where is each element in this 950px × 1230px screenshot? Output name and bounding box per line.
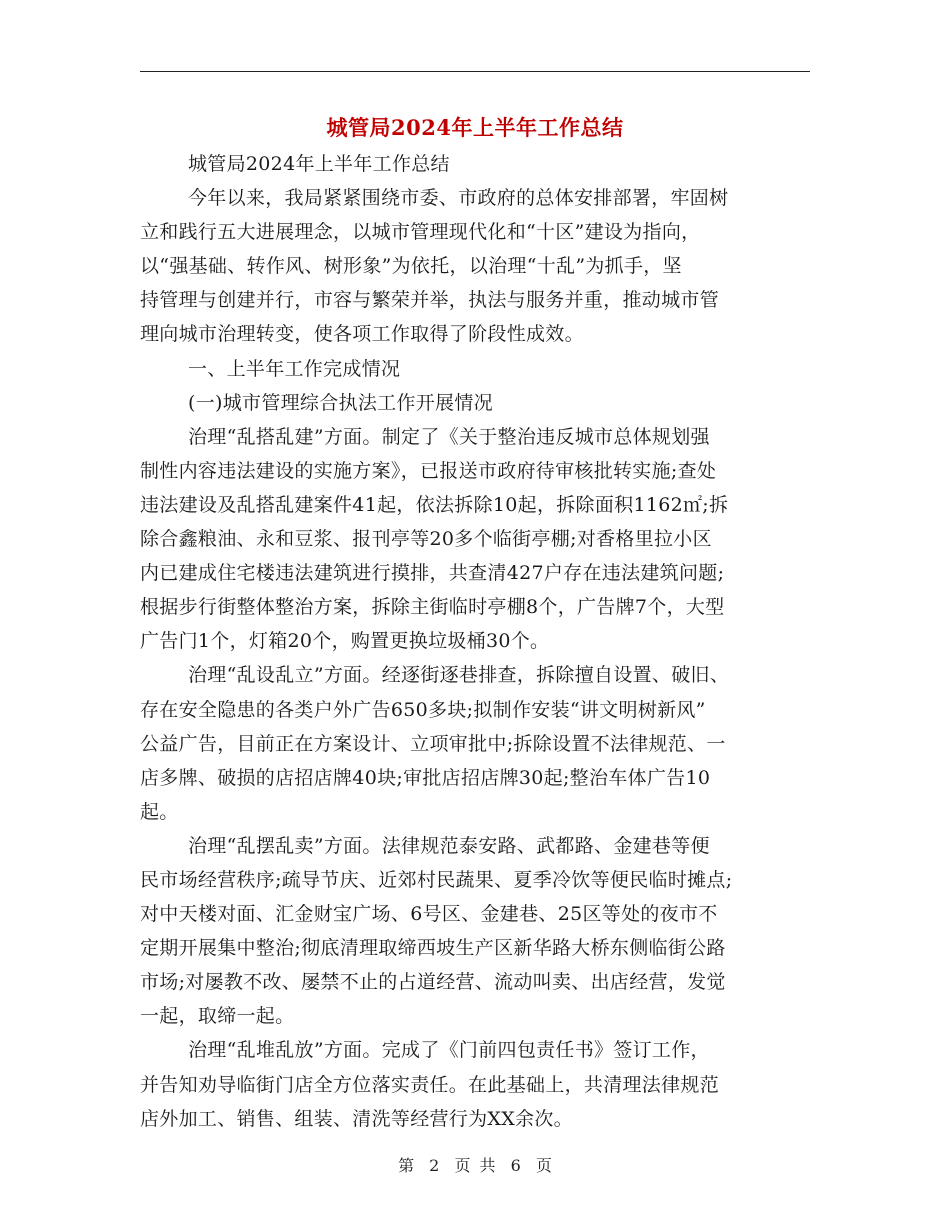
footer-suffix: 页 bbox=[535, 1156, 552, 1175]
body-line: 治理“乱设乱立”方面。经逐街逐巷排查，拆除擅自设置、破旧、 bbox=[188, 664, 730, 687]
header-rule bbox=[140, 71, 810, 72]
body-line: 治理“乱搭乱建”方面。制定了《关于整治违反城市总体规划强 bbox=[188, 425, 710, 448]
body-line: 公益广告，目前正在方案设计、立项审批中;拆除设置不法律规范、一 bbox=[140, 732, 726, 755]
document-body bbox=[140, 147, 812, 1136]
body-line: 起。 bbox=[140, 800, 179, 823]
section-heading: 一、上半年工作完成情况 bbox=[188, 357, 401, 380]
document-title: 城管局2024年上半年工作总结 bbox=[326, 115, 624, 140]
body-line: 立和践行五大进展理念，以城市管理现代化和“十区”建设为指向， bbox=[140, 221, 701, 244]
body-line: 除合鑫粮油、永和豆浆、报刊亭等20多个临街亭棚;对香格里拉小区 bbox=[140, 528, 712, 551]
body-line: 对中天楼对面、汇金财宝广场、6号区、金建巷、25区等处的夜市不 bbox=[140, 903, 718, 926]
body-line: 治理“乱堆乱放”方面。完成了《门前四包责任书》签订工作， bbox=[188, 1039, 710, 1062]
body-line: 定期开展集中整治;彻底清理取缔西坡生产区新华路大桥东侧临街公路 bbox=[140, 937, 726, 960]
body-line: 制性内容违法建设的实施方案》，已报送市政府待审核批转实施;查处 bbox=[140, 459, 717, 482]
body-line: 治理“乱摆乱卖”方面。法律规范泰安路、武都路、金建巷等便 bbox=[188, 834, 710, 857]
body-line: 以“强基础、转作风、树形象”为依托，以治理“十乱”为抓手，坚 bbox=[140, 255, 682, 278]
body-line: 内已建成住宅楼违法建筑进行摸排，共查清427户存在违法建筑问题; bbox=[140, 562, 725, 585]
body-line: 理向城市治理转变，使各项工作取得了阶段性成效。 bbox=[140, 323, 584, 346]
body-line: 违法建设及乱搭乱建案件41起，依法拆除10起，拆除面积1162㎡;拆 bbox=[140, 493, 729, 516]
subsection-heading: (一)城市管理综合执法工作开展情况 bbox=[188, 391, 493, 414]
current-page-number: 2 bbox=[429, 1156, 440, 1175]
body-line: 市场;对屡教不改、屡禁不止的占道经营、流动叫卖、出店经营，发觉 bbox=[140, 971, 726, 994]
footer-middle: 页 共 bbox=[454, 1156, 496, 1175]
body-line: 持管理与创建并行，市容与繁荣并举，执法与服务并重，推动城市管 bbox=[140, 289, 720, 312]
body-line: 店外加工、销售、组装、清洗等经营行为XX余次。 bbox=[140, 1107, 573, 1130]
body-line: 存在安全隐患的各类户外广告650多块;拟制作安装“讲文明树新风” bbox=[140, 698, 706, 721]
body-line: 广告门1个，灯箱20个，购置更换垃圾桶30个。 bbox=[140, 630, 550, 653]
total-pages-number: 6 bbox=[510, 1156, 521, 1175]
body-line: 城管局2024年上半年工作总结 bbox=[188, 153, 450, 175]
body-line: 根据步行街整体整治方案，拆除主街临时亭棚8个，广告牌7个，大型 bbox=[140, 596, 725, 619]
body-line: 民市场经营秩序;疏导节庆、近郊村民蔬果、夏季冷饮等便民临时摊点; bbox=[140, 868, 733, 891]
page-footer bbox=[0, 1153, 950, 1176]
body-line: 并告知劝导临街门店全方位落实责任。在此基础上，共清理法律规范 bbox=[140, 1073, 720, 1096]
body-line: 店多牌、破损的店招店牌40块;审批店招店牌30起;整治车体广告10 bbox=[140, 766, 711, 789]
footer-prefix: 第 bbox=[398, 1156, 415, 1175]
body-line: 一起，取缔一起。 bbox=[140, 1005, 295, 1028]
body-line: 今年以来，我局紧紧围绕市委、市政府的总体安排部署，牢固树 bbox=[188, 187, 729, 210]
